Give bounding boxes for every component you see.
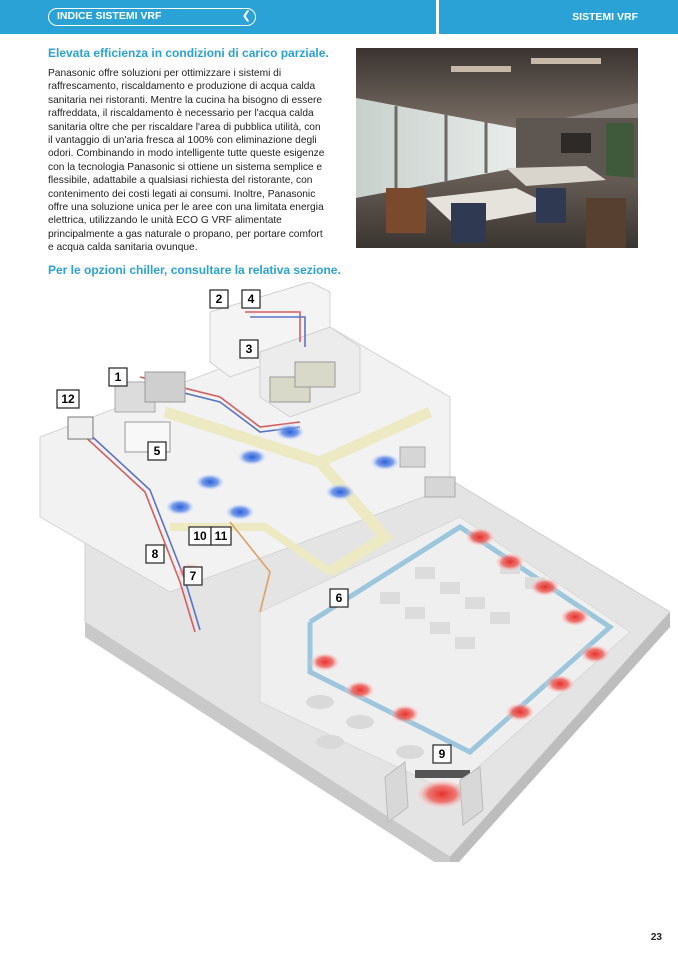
label-5: [148, 442, 166, 460]
body-line: contenimento dei costi legati ai consumi. Inoltre, Panasonic: [48, 188, 316, 200]
header-divider: [436, 0, 439, 34]
label-8: [146, 545, 164, 563]
restaurant-photo: [356, 48, 638, 248]
body-line: il vantaggio di un'aria fresca al 100% con eliminazione degli: [48, 135, 317, 147]
index-label: INDICE SISTEMI VRF: [57, 10, 162, 22]
body-line: flessibile, adattabile a qualsiasi richiesta del ristorante, con: [48, 175, 313, 187]
svg-text:3: 3: [245, 342, 253, 356]
label-4: [242, 290, 260, 308]
body-line: raffrescamento, riscaldamento e produzione di acqua calda: [48, 81, 316, 93]
svg-text:8: 8: [151, 547, 159, 561]
body-line: elettrica, utilizzando le unità ECO G VRF alimentate: [48, 215, 282, 227]
body-line: e acqua calda sanitaria ovunque.: [48, 242, 198, 254]
svg-text:9: 9: [438, 747, 446, 761]
body-line: odori. Combinando in modo intelligente tutte queste esigenze: [48, 148, 325, 160]
body-line: sanitaria oltre che per riscaldare l'area di pubblica utilità, con: [48, 121, 321, 133]
svg-text:6: 6: [335, 591, 343, 605]
body-line: con la tecnologia Panasonic si ottiene un sistema semplice e: [48, 161, 323, 173]
svg-text:4: 4: [247, 292, 255, 306]
label-10: [189, 527, 211, 545]
svg-text:11: 11: [214, 529, 228, 543]
body-line: raffreddata, il riscaldamento è necessario per l'acqua calda: [48, 108, 314, 120]
label-3: [240, 340, 258, 358]
index-button[interactable]: [48, 8, 256, 26]
label-9: [433, 745, 451, 763]
svg-text:7: 7: [189, 569, 197, 583]
label-1: [109, 368, 127, 386]
header-bar: [0, 0, 678, 34]
label-11: [211, 527, 231, 545]
body-line: Panasonic offre soluzioni per ottimizzare i sistemi di: [48, 68, 282, 79]
svg-text:5: 5: [153, 444, 161, 458]
body-line: offre una soluzione unica per le aree con una limitata energia: [48, 202, 324, 214]
label-2: [210, 290, 228, 308]
body-line: principalmente a gas naturale o propano, per portare comfort: [48, 228, 323, 240]
body-line: sanitaria nei ristoranti. Mentre la cucina ha bisogno di essere: [48, 94, 323, 106]
svg-text:12: 12: [61, 392, 75, 406]
chiller-note: Per le opzioni chiller, consultare la relativa sezione.: [48, 263, 341, 277]
label-12: [57, 390, 79, 408]
chevron-left-icon: ❮: [241, 10, 251, 22]
page-title: Elevata efficienza in condizioni di carico parziale.: [48, 46, 329, 60]
section-title: SISTEMI VRF: [572, 11, 638, 23]
label-6: [330, 589, 348, 607]
label-7: [184, 567, 202, 585]
restaurant-hvac-diagram: [30, 282, 670, 862]
svg-text:1: 1: [114, 370, 122, 384]
svg-text:2: 2: [215, 292, 223, 306]
body-text: [48, 67, 346, 255]
page-number: 23: [650, 932, 662, 943]
svg-text:10: 10: [193, 529, 207, 543]
